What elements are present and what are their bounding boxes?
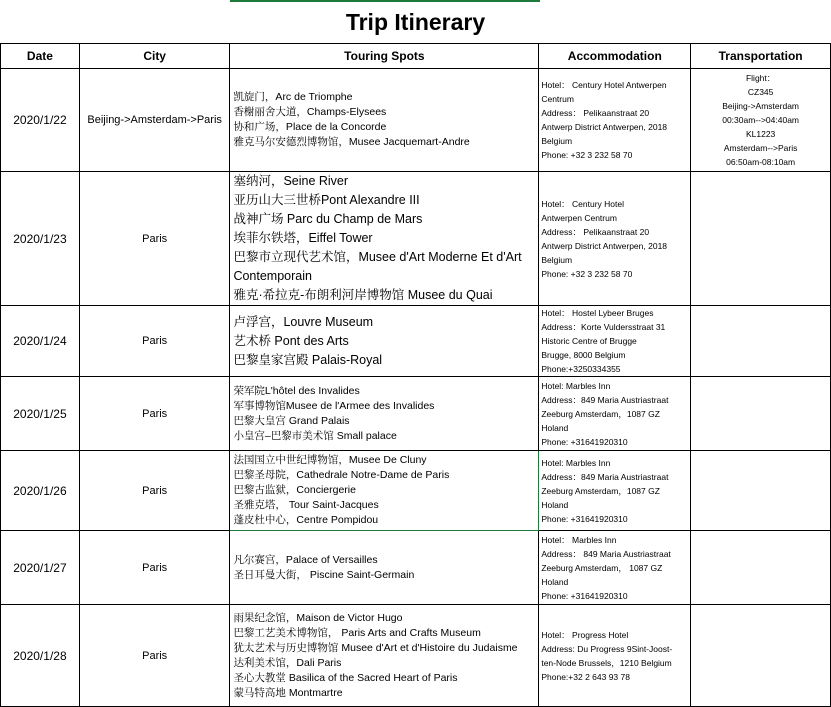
accommodation-line: Address： 849 Maria Austriastraat [541, 548, 671, 559]
table-row [1, 377, 831, 451]
city-cell: Beijing->Amsterdam->Paris [79, 69, 230, 172]
accommodation-line: Phone: +31641920310 [541, 590, 628, 601]
date-cell: 2020/1/28 [1, 605, 80, 707]
accommodation-line: Address: Du Progress 9Sint-Joost- [541, 643, 673, 654]
spot-item: 艺术桥 Pont des Arts [233, 333, 349, 348]
spot-item: 军事博物馆Musee de l'Armee des Invalides [233, 399, 435, 412]
accommodation-line: Phone: +31641920310 [541, 436, 628, 447]
spot-item: 塞纳河，Seine River [233, 174, 349, 188]
spot-item: 凡尔赛宫，Palace of Versailles [233, 553, 378, 566]
table-row [1, 605, 831, 707]
transportation-cell [691, 531, 831, 605]
accommodation-cell [539, 172, 691, 306]
spot-item: 圣心大教堂 Basilica of the Sacred Heart of Paris [233, 671, 458, 684]
transportation-line: CZ345 [747, 87, 774, 97]
accommodation-line: Brugge, 8000 Belgium [541, 350, 626, 360]
accommodation-line: Hotel： Progress Hotel [541, 629, 629, 640]
spots-cell [230, 69, 539, 172]
header-accommodation: Accommodation [539, 44, 691, 69]
accommodation-line: Address：849 Maria Austriastraat [541, 394, 669, 405]
transportation-cell [691, 172, 831, 306]
spot-item: 荣军院L'hôtel des Invalides [233, 384, 360, 397]
accommodation-line: Address： Pelikaanstraat 20 [541, 108, 650, 118]
transportation-cell [691, 69, 831, 172]
spot-item: 香榭丽舍大道，Champs-Elysees [233, 106, 387, 118]
spots-cell [230, 306, 539, 377]
spot-item: 圣雅克塔， Tour Saint-Jacques [233, 499, 379, 511]
spots-cell [230, 451, 539, 531]
spot-item: 亚历山大三世桥Pont Alexandre III [233, 193, 420, 207]
accommodation-line: Address： Pelikaanstraat 20 [541, 226, 650, 237]
spot-item: 蓬皮杜中心，Centre Pompidou [233, 514, 379, 526]
date-cell: 2020/1/25 [1, 377, 80, 451]
transportation-line: Flight： [745, 73, 776, 83]
accommodation-line: Phone: +32 3 232 58 70 [541, 268, 633, 279]
date-cell: 2020/1/22 [1, 69, 80, 172]
spot-item: 蒙马特高地 Montmartre [233, 686, 343, 699]
spot-item: 小皇宫–巴黎市美术馆 Small palace [233, 429, 397, 442]
spot-item: 埃菲尔铁塔，Eiffel Tower [233, 231, 373, 245]
accommodation-line: Antwerp District Antwerpen, 2018 [541, 240, 668, 251]
itinerary-table [0, 43, 831, 707]
accommodation-line: Centrum [541, 94, 574, 104]
city-cell: Paris [79, 377, 230, 451]
accommodation-cell [539, 69, 691, 172]
transportation-line: Amsterdam-->Paris [723, 143, 798, 153]
header-date: Date [1, 44, 80, 69]
accommodation-line: Holand [541, 422, 569, 433]
accommodation-line: Belgium [541, 254, 573, 265]
table-row [1, 69, 831, 172]
spot-item: 巴黎古监狱，Conciergerie [233, 484, 356, 496]
accommodation-cell [539, 451, 691, 531]
header-row [1, 44, 831, 69]
spot-item: 卢浮宫，Louvre Museum [233, 314, 374, 329]
accommodation-line: Holand [541, 499, 569, 510]
accommodation-line: Antwerp District Antwerpen, 2018 [541, 122, 668, 132]
accommodation-line: Phone:+3250334355 [541, 364, 621, 374]
spot-item: 雅克·希拉克-布朗利河岸博物馆 Musee du Quai [233, 288, 493, 302]
accommodation-line: Address：Korte Vuldersstraat 31 [541, 322, 666, 332]
spot-item: 协和广场，Place de la Concorde [233, 121, 387, 133]
spot-item: 巴黎皇家宫殿 Palais-Royal [233, 352, 383, 367]
transportation-cell [691, 306, 831, 377]
accommodation-line: Hotel: Marbles Inn [541, 457, 611, 468]
spot-item: 巴黎市立现代艺术馆，Musee d'Art Moderne Et d'Art [233, 250, 522, 264]
accommodation-line: Zeeburg Amsterdam，1087 GZ [541, 485, 660, 496]
page-title: Trip Itinerary [345, 9, 486, 35]
accommodation-line: Holand [541, 576, 569, 587]
transportation-line: 06:50am-08:10am [726, 157, 796, 167]
header-city: City [79, 44, 230, 69]
transportation-line: KL1223 [745, 129, 776, 139]
accommodation-cell [539, 377, 691, 451]
city-cell: Paris [79, 451, 230, 531]
spots-cell [230, 531, 539, 605]
spots-cell [230, 605, 539, 707]
accommodation-line: Hotel： Marbles Inn [541, 534, 617, 545]
spot-item: 雅克马尔安德烈博物馆，Musee Jacquemart-Andre [233, 136, 470, 148]
accommodation-line: Phone: +31641920310 [541, 513, 628, 524]
spots-cell [230, 377, 539, 451]
accommodation-line: ten-Node Brussels，1210 Belgium [541, 657, 672, 668]
accommodation-line: Hotel: Marbles Inn [541, 380, 611, 391]
city-cell: Paris [79, 306, 230, 377]
transportation-cell [691, 451, 831, 531]
city-cell: Paris [79, 605, 230, 707]
spots-cell [230, 172, 539, 306]
spot-item: 凯旋门，Arc de Triomphe [233, 91, 353, 103]
header-touring-spots: Touring Spots [230, 44, 539, 69]
accommodation-line: Hotel： Century Hotel Antwerpen [541, 80, 667, 90]
accommodation-line: Historic Centre of Brugge [541, 336, 637, 346]
accommodation-line: Belgium [541, 136, 573, 146]
header-transportation: Transportation [691, 44, 831, 69]
spot-item: 法国国立中世纪博物馆，Musee De Cluny [233, 454, 427, 466]
accommodation-cell [539, 605, 691, 707]
table-row [1, 172, 831, 306]
spot-item: 达利美术馆，Dali Paris [233, 656, 342, 669]
city-cell: Paris [79, 172, 230, 306]
date-cell: 2020/1/23 [1, 172, 80, 306]
city-cell: Paris [79, 531, 230, 605]
accommodation-line: Hotel： Century Hotel [541, 198, 625, 209]
accommodation-line: Antwerpen Centrum [541, 212, 617, 223]
spot-item: 犹太艺术与历史博物馆 Musee d'Art et d'Histoire du Judaisme [233, 641, 518, 654]
accommodation-cell [539, 306, 691, 377]
date-cell: 2020/1/26 [1, 451, 80, 531]
accommodation-cell [539, 531, 691, 605]
table-row [1, 531, 831, 605]
accommodation-line: Hotel： Hostel Lybeer Bruges [541, 308, 654, 318]
accommodation-line: Zeeburg Amsterdam， 1087 GZ [541, 562, 663, 573]
spot-item: Contemporain [233, 269, 312, 283]
transportation-cell [691, 377, 831, 451]
accommodation-line: Zeeburg Amsterdam，1087 GZ [541, 408, 660, 419]
header-accent-line [230, 0, 540, 2]
accommodation-line: Phone:+32 2 643 93 78 [541, 671, 630, 682]
spot-item: 巴黎圣母院，Cathedrale Notre-Dame de Paris [233, 469, 450, 481]
accommodation-line: Address：849 Maria Austriastraat [541, 471, 669, 482]
spot-item: 雨果纪念馆，Maison de Victor Hugo [233, 611, 403, 624]
transportation-line: 00:30am-->04:40am [722, 115, 800, 125]
transportation-cell [691, 605, 831, 707]
date-cell: 2020/1/24 [1, 306, 80, 377]
date-cell: 2020/1/27 [1, 531, 80, 605]
table-row [1, 451, 831, 531]
accommodation-line: Phone: +32 3 232 58 70 [541, 150, 633, 160]
table-row [1, 306, 831, 377]
spot-item: 巴黎大皇宫 Grand Palais [233, 414, 350, 427]
transportation-line: Beijing->Amsterdam [722, 101, 799, 111]
spot-item: 战神广场 Parc du Champ de Mars [233, 212, 423, 226]
spot-item: 圣日耳曼大街， Piscine Saint-Germain [233, 568, 415, 581]
spot-item: 巴黎工艺美术博物馆， Paris Arts and Crafts Museum [233, 626, 481, 639]
